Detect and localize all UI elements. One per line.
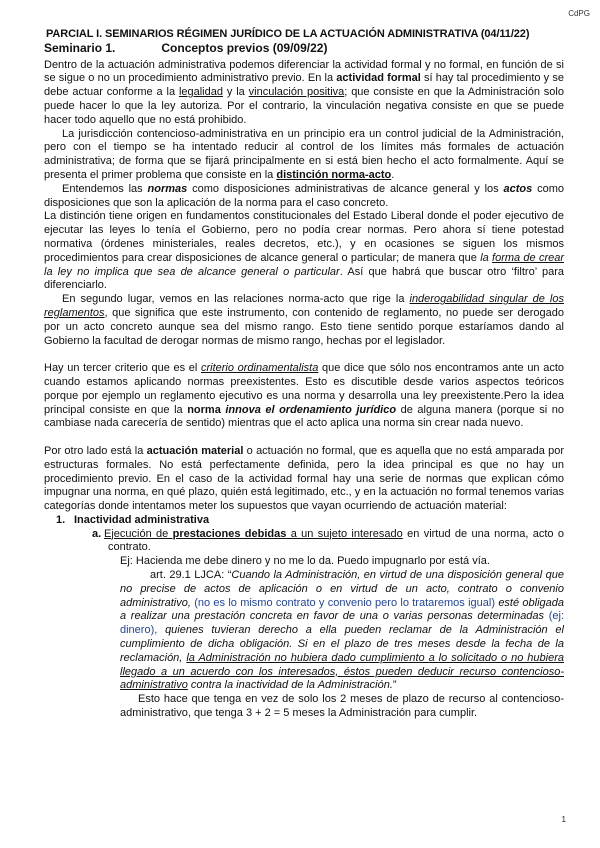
paragraph-3: Entendemos las normas como disposiciones administrativas de alcance general y los actos como disposiciones que son la aplicación de la norma para el caso concreto. xyxy=(44,182,564,209)
seminar-number: Seminario 1. xyxy=(44,40,116,55)
article-quote: art. 29.1 LJCA: “Cuando la Administración, en virtud de una disposición general que no precise de actos de aplicación o en virtud de un acto, contrato o convenio administrativo, (no es lo mismo contrato y convenio pero lo trataremos igual) esté obligada a realizar una prestación concreta en favor de una o varias personas determinadas (ej: dinero), quienes tuvieran derecho a ella pueden reclamar de la Administración el cumplimiento de dicha obligación. Si en el plazo de tres meses desde la fecha de la reclamación, la Administración no hubiera dado cumplimiento a lo solicitado o no hubiera llegado a un acuerdo con los interesados, éstos pueden deducir recurso contencioso-administrativo contra la inactividad de la Administración.” xyxy=(120,569,564,692)
header-tag: CdPG xyxy=(568,9,590,18)
list-item-1a: a. Ejecución de prestaciones debidas a un sujeto interesado en virtud de una norma, acto o contrato. xyxy=(92,527,564,554)
seminar-name: Conceptos previos (09/09/22) xyxy=(161,40,328,55)
paragraph-7: Por otro lado está la actuación material o actuación no formal, que es aquella que no está amparada por estructuras formales. No está perfectamente definida, pero la idea principal es que no hay un procedimiento previo. En el caso de la actividad formal hay una serie de normas que explican cómo impugnar una norma, en qué plazo, quién está legitimado, etc., y en la actuación no formal tenemos varias categorías donde intentamos meter los supuestos que vayan ocurriendo de actuación material: xyxy=(44,444,564,513)
paragraph-4: La distinción tiene origen en fundamentos constitucionales del Estado Liberal donde el poder ejecutivo de ejecutar las leyes lo tenía el Gobierno, pero no podía crear normas. Pero ahora sí tiene potestad normativa (órdenes ministeriales, reales decretos, etc.), y en ocasiones se siguen los mismos procedimientos para crear disposiciones de alcance general o particular; de manera que la forma de crear la ley no implica que sea de alcance general o particular. Así que habrá que buscar otro ‘filtro’ para diferenciarlo. xyxy=(44,210,564,292)
list-item-1: 1. Inactividad administrativa xyxy=(56,513,210,526)
seminar-heading xyxy=(44,42,564,56)
page-title: PARCIAL I. SEMINARIOS RÉGIMEN JURÍDICO DE LA ACTUACIÓN ADMINISTRATIVA (04/11/22) xyxy=(46,28,530,40)
paragraph-2: La jurisdicción contencioso-administrativa en un principio era un control judicial de la Administración, pero con el tiempo se ha intentado reducir al control de los límites más formales de actuación administrativa; de forma que se fijará principalmente en si está bien hecho el acto formalmente. Aquí se presenta el primer problema que consiste en la distinción norma-acto. xyxy=(44,127,564,181)
paragraph-1: Dentro de la actuación administrativa podemos diferenciar la actividad formal y no formal, en función de si se sigue o no un procedimiento administrativo previo. En la actividad formal sí hay tal procedimiento y se debe actuar conforme a la legalidad y la vinculación positiva; que consiste en que la Administración solo puede hacer lo que la ley autoriza. Por el contrario, la vinculación negativa consiste en que se puede hacer todo aquello que no está prohibido. xyxy=(44,58,564,126)
example-line: Ej: Hacienda me debe dinero y no me lo da. Puedo impugnarlo por está vía. xyxy=(120,555,490,568)
page-number: 1 xyxy=(561,815,566,824)
paragraph-5: En segundo lugar, vemos en las relaciones norma-acto que rige la inderogabilidad singular de los reglamentos, que significa que este instrumento, con contenido de reglamento, no puede ser derogado por un acto concreto aunque sea del mismo rango. Esto tiene sentido porque estaríamos dando al Gobierno la facultad de derogar normas de mismo rango, hechas por el legislador. xyxy=(44,293,564,347)
paragraph-6: Hay un tercer criterio que es el criterio ordinamentalista que dice que sólo nos encontramos ante un acto cuando estamos aplicando normas preexistentes. Esto es discutible desde varios aspectos teóricos porque por ejemplo un reglamento ejecutivo es una norma y desarrolla una ley preexistente.Pero la idea principal consiste en que la norma innova el ordenamiento jurídico de alguna manera (porque si no cambiase nada carecería de sentido) mientras que el acto aplica una norma sin crear nada nuevo. xyxy=(44,362,564,430)
closing-paragraph: Esto hace que tenga en vez de solo los 2 meses de plazo de recurso al contencioso-administrativo, que tenga 3 + 2 = 5 meses la Administración para cumplir. xyxy=(120,693,564,720)
document-body xyxy=(44,28,564,721)
